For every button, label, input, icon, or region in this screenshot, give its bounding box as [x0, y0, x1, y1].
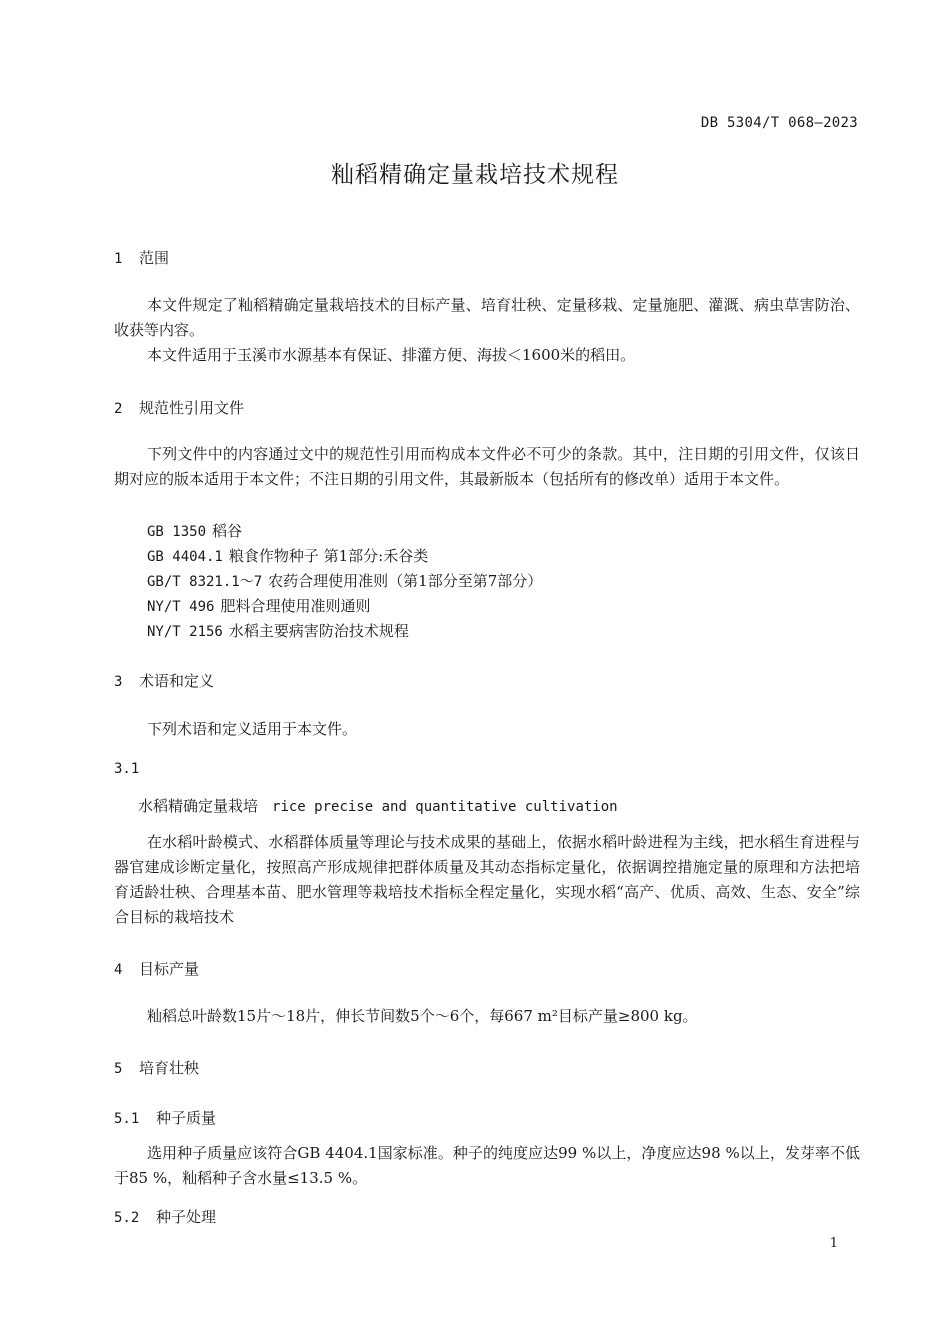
- section-4-heading: [114, 958, 199, 979]
- target-yield-paragraph: 籼稻总叶龄数15片～18片，伸长节间数5个～6个，每667 m²目标产量≥800 kg。: [147, 1007, 698, 1025]
- reference-code: NY/T 2156: [147, 624, 223, 640]
- reference-item: [147, 595, 370, 616]
- section-number: 5: [114, 1061, 123, 1077]
- term-chinese: 水稻精确定量栽培: [138, 797, 259, 815]
- document-title: 籼稻精确定量栽培技术规程: [331, 162, 619, 188]
- section-title: 种子质量: [156, 1109, 217, 1127]
- section-title: 种子处理: [156, 1208, 217, 1226]
- section-number: 2: [114, 401, 123, 417]
- term-number: 3.1: [114, 761, 140, 777]
- reference-item: [147, 620, 409, 641]
- section-number: 3: [114, 674, 123, 690]
- section-title: 目标产量: [139, 960, 200, 978]
- term-entry: [138, 795, 618, 816]
- term-english: rice precise and quantitative cultivation: [272, 799, 618, 815]
- reference-item: [147, 570, 542, 591]
- reference-name: 水稻主要病害防治技术规程: [228, 622, 409, 640]
- section-title: 培育壮秧: [139, 1059, 200, 1077]
- section-number: 4: [114, 962, 123, 978]
- section-number: 1: [114, 251, 123, 267]
- reference-name: 粮食作物种子 第1部分:禾谷类: [228, 547, 429, 565]
- reference-code: NY/T 496: [147, 599, 215, 615]
- terms-intro-paragraph: 下列术语和定义适用于本文件。: [147, 720, 358, 738]
- reference-item: [147, 545, 428, 566]
- scope-paragraph-1: 本文件规定了籼稻精确定量栽培技术的目标产量、培育壮秧、定量移栽、定量施肥、灌溉、病虫草害防治、收获等内容。: [114, 296, 860, 339]
- page-number: 1: [829, 1236, 838, 1251]
- section-5-heading: [114, 1057, 199, 1078]
- section-1-heading: [114, 247, 169, 268]
- section-title: 规范性引用文件: [139, 399, 245, 417]
- section-2-heading: [114, 397, 244, 418]
- section-title: 术语和定义: [139, 672, 215, 690]
- reference-code: GB 1350: [147, 524, 207, 540]
- standard-number: DB 5304/T 068—2023: [700, 115, 858, 131]
- references-intro-paragraph: 下列文件中的内容通过文中的规范性引用而构成本文件必不可少的条款。其中，注日期的引用文件，仅该日期对应的版本适用于本文件；不注日期的引用文件，其最新版本（包括所有的修改单）适用于本文件。: [114, 445, 860, 488]
- section-5-1-heading: [114, 1107, 216, 1128]
- seed-quality-paragraph: 选用种子质量应该符合GB 4404.1国家标准。种子的纯度应达99 %以上，净度应达98 %以上，发芽率不低于85 %，籼稻种子含水量≤13.5 %。: [114, 1144, 860, 1187]
- section-title: 范围: [139, 249, 170, 267]
- scope-paragraph-2: 本文件适用于玉溪市水源基本有保证、排灌方便、海拔＜1600米的稻田。: [147, 346, 636, 364]
- section-5-2-heading: [114, 1206, 216, 1227]
- section-3-heading: [114, 670, 214, 691]
- reference-name: 农药合理使用准则（第1部分至第7部分）: [268, 572, 543, 590]
- reference-item: [147, 520, 242, 541]
- section-number: 5.1: [114, 1111, 140, 1127]
- reference-code: GB 4404.1: [147, 549, 223, 565]
- section-number: 5.2: [114, 1210, 140, 1226]
- reference-name: 肥料合理使用准则通则: [220, 597, 371, 615]
- term-definition: 在水稻叶龄模式、水稻群体质量等理论与技术成果的基础上，依据水稻叶龄进程为主线，把水稻生育进程与器官建成诊断定量化，按照高产形成规律把群体质量及其动态指标定量化，依据调控措施定量的原理和方法把培育适龄壮秧、合理基本苗、肥水管理等栽培技术指标全程定量化，实现水稻“高产、优质、高效、生态、安全”综合目标的栽培技术: [114, 833, 860, 926]
- reference-code: GB/T 8321.1～7: [147, 574, 263, 590]
- reference-name: 稻谷: [212, 522, 243, 540]
